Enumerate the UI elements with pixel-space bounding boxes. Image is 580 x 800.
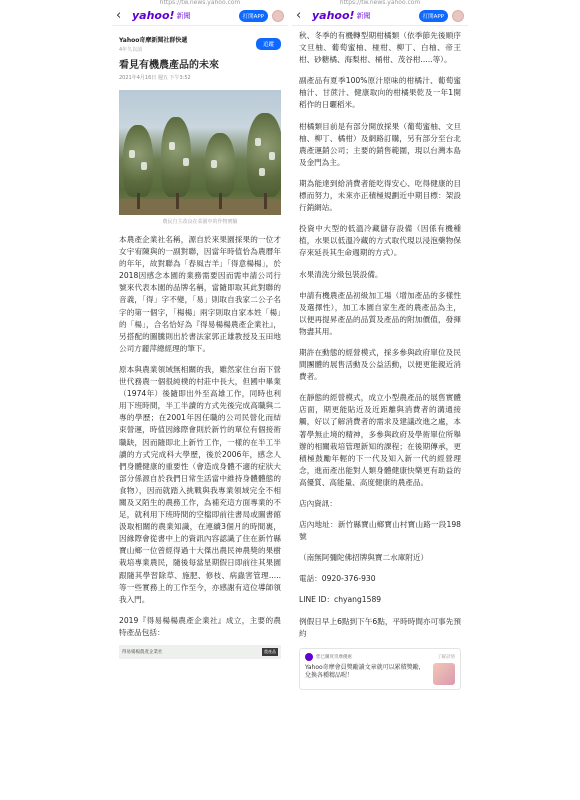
article-paragraph: 秋、冬季的有機轉型期柑橘類（依季節先後順序文旦柚、葡萄蜜柚、椪柑、柳丁、白柚、帝王柑、砂糖橘、海梨柑、桶柑、茂谷柑.....等）。: [299, 31, 461, 65]
source-time: 4年久以前: [119, 47, 143, 53]
store-landmark: （南無阿彌陀佛招牌與寶二水庫附近）: [299, 553, 429, 563]
url-bar[interactable]: https://tw.news.yahoo.com: [159, 0, 241, 6]
ad-learn-more[interactable]: 了解詳情: [437, 654, 455, 660]
back-arrow-icon[interactable]: ‹: [296, 7, 302, 23]
follow-button[interactable]: 追蹤: [256, 38, 281, 50]
article-paragraph: 副產品有夏季100%原汁原味的柑橘汁、葡萄蜜柚汁、甘蔗汁、健康取向的柑橘果乾及一年1開稻作的日曬稻米。: [299, 76, 461, 110]
article-paragraph: 本農產企業社名稱，源自於來果園採果的一位才女宇宥陳與的一副對聯，因當年時值恰為農曆年的年年，故對聯為「春風吉羊」「得意楊楊」，於2018因感念本園的業務需要因而需申請公司行號來代表本園的品牌名稱，當隨即取其此對聯的音義，「得」字不變，「易」則取自我家二公子名字的第一個字，「楊楊」兩字則取自家本姓「楊」的「楊」，合名恰好為『得易楊楊農產企業社』，另搭配的圖騰則出於書法家郭正雄教授及玉田地公司方麗萍總經理的筆下。: [119, 235, 281, 353]
page-title: 看見有機農產品的未來: [119, 60, 219, 71]
article-paragraph: 投資中大型的低溫冷藏儲存設備（因係有機種植，水果以低溫冷藏的方式取代現以浸泡藥物保存來延長其生命週期的方式）。: [299, 224, 461, 258]
store-address: 店內地址：新竹縣寶山鄉寶山村寶山路一段198號: [299, 520, 461, 542]
right-screenshot: [292, 0, 468, 800]
trunk-shape: [219, 193, 222, 209]
left-screenshot: [112, 0, 288, 800]
source-row: [119, 35, 281, 53]
ad-header: [305, 653, 455, 661]
tree-shape: [205, 133, 235, 197]
open-app-button[interactable]: 打開APP: [419, 10, 448, 22]
article-paragraph: 原本與農業領域無相關的我，雖然家住台南下營世代務農一個很純樸的村莊中長大，但國中畢業（1974年）後隨即出外至高雄工作，同時也利用下班時間，半工半讀的方式先後完成高職與二專的學歷；在2001年因任職的公司民營化而結束營運，時值因緣際會則於新竹的單位有個接術職缺，因而隨即北上新竹工作，一樣的在半工半讀的方式完成科大學歷，後於2006年，感念人們身體健康的重要性（會造成身體不適的症狀大部分係源自於我們日常生活當中維持身體體態的食物），因而就踏入挑戰與我專業領域完全不相關及又陌生的農務工作，為補充這方面專業的不足，就利用下班時間的空檔即前往書局或圖書館汲取相關的農業知識，在連續3個月的時間裏，因緣際會從書中上的資訊內容認識了住在新竹縣寶山鄉一位曾經得過十大傑出農民神農獎的果樹栽培專業農民，隨後每當星期假日即前往其果園跟隨其學習除草、施肥、修枝、病蟲害管理.....等一些實務上的工作至今，亦感謝有這位導師領我入門。: [119, 364, 281, 604]
store-info-heading: 店內資訊：: [299, 499, 337, 508]
store-line-id: LINE ID：chyang1589: [299, 595, 382, 605]
trunk-shape: [264, 193, 267, 209]
tree-shape: [161, 117, 191, 197]
sponsored-card[interactable]: [299, 648, 461, 690]
image-strip-label: 得易楊楊農產企業社: [122, 650, 163, 655]
ground-shape: [119, 199, 281, 215]
article-paragraph: 申請有機農產品初級加工場（增加產品的多樣性及選擇性），加工本園自家生產的農產品為主，以便再提昇產品的品質及產品的附加價值，發揮物盡其用。: [299, 290, 461, 336]
app-header: [292, 6, 468, 26]
article-paragraph: 水果清洗分級包裝設備。: [299, 269, 383, 279]
ad-sponsor: 您已購買奇摩優惠: [316, 654, 352, 660]
image-strip-badge: 農產品: [264, 649, 276, 654]
avatar[interactable]: [272, 10, 284, 22]
fruit-bag-shape: [259, 168, 265, 176]
trunk-shape: [137, 193, 140, 209]
fruit-bag-shape: [211, 160, 217, 168]
section-label: 新聞: [176, 11, 191, 20]
tree-shape: [247, 113, 281, 197]
yahoo-logo[interactable]: yahoo!: [312, 9, 355, 22]
photo-caption: 農民自主改良在菜園中的作物實驗: [162, 219, 238, 225]
article-paragraph: 2019『得易楊楊農產企業社』成立，主要的農特產品包括：: [119, 615, 281, 637]
source-name[interactable]: Yahoo奇摩新聞社群快遞: [119, 37, 188, 44]
open-app-button[interactable]: 打開APP: [239, 10, 268, 22]
sponsor-logo-icon: [305, 653, 313, 661]
fruit-bag-shape: [183, 158, 189, 166]
back-arrow-icon[interactable]: ‹: [116, 7, 122, 23]
yahoo-logo[interactable]: yahoo!: [132, 9, 175, 22]
store-phone[interactable]: 電話：0920-376-930: [299, 574, 376, 584]
trunk-shape: [176, 193, 179, 209]
fruit-bag-shape: [269, 152, 275, 160]
tree-shape: [123, 125, 153, 197]
article-paragraph: 在靜態的經營模式，成立小型農產品的展售實體店面，期更能貼近及近距離與消費者的溝通接觸，好以了解消費者的需求及建議改進之處，本著學無止境的精神，多參與政府及學術單位所舉辦的相關栽培管理新知的課程；在後期傳承，更積極鼓勵年輕的下一代及知入新一代的經營理念，進而產出能對人類身體健康快樂更有助益的高優質、高能量、高度健康的農產品。: [299, 393, 461, 487]
article-paragraph: 柑橘類目前是有部分開放採果（葡萄蜜柚、文旦柚、柳丁、橘柑）及網路訂購，另有部分至台北農產運銷公司；主要的銷售範圍，現以台灣本島及金門為主。: [299, 121, 461, 167]
article-paragraph: 期許在動態的經營模式，採多參與政府單位及民間團體的展售活動及公益活動，以便更能親近消費者。: [299, 347, 461, 382]
fruit-bag-shape: [169, 142, 175, 150]
inline-image-strip[interactable]: [119, 645, 281, 659]
article-paragraph: 期為能達到給消費者能吃得安心、吃得健康的目標而努力，未來亦正積極規劃近中期目標：架設行銷網站。: [299, 178, 461, 213]
fruit-bag-shape: [141, 162, 147, 170]
ad-text: Yahoo奇摩會員獎勵讀文章就可以累積獎勵，兌換各種精品喔！: [305, 663, 425, 680]
fruit-bag-shape: [129, 150, 135, 158]
publish-date: 2021年4月16日 週五 下午3:52: [119, 75, 191, 81]
store-hours: 例假日早上6點到下午6點，平時時間亦可事先預約: [299, 616, 461, 638]
article-photo[interactable]: [119, 90, 281, 215]
section-label: 新聞: [356, 11, 371, 20]
avatar[interactable]: [452, 10, 464, 22]
url-bar[interactable]: https://tw.news.yahoo.com: [339, 0, 421, 6]
fruit-bag-shape: [255, 138, 261, 146]
app-header: [112, 6, 288, 26]
ad-image[interactable]: [433, 663, 455, 685]
